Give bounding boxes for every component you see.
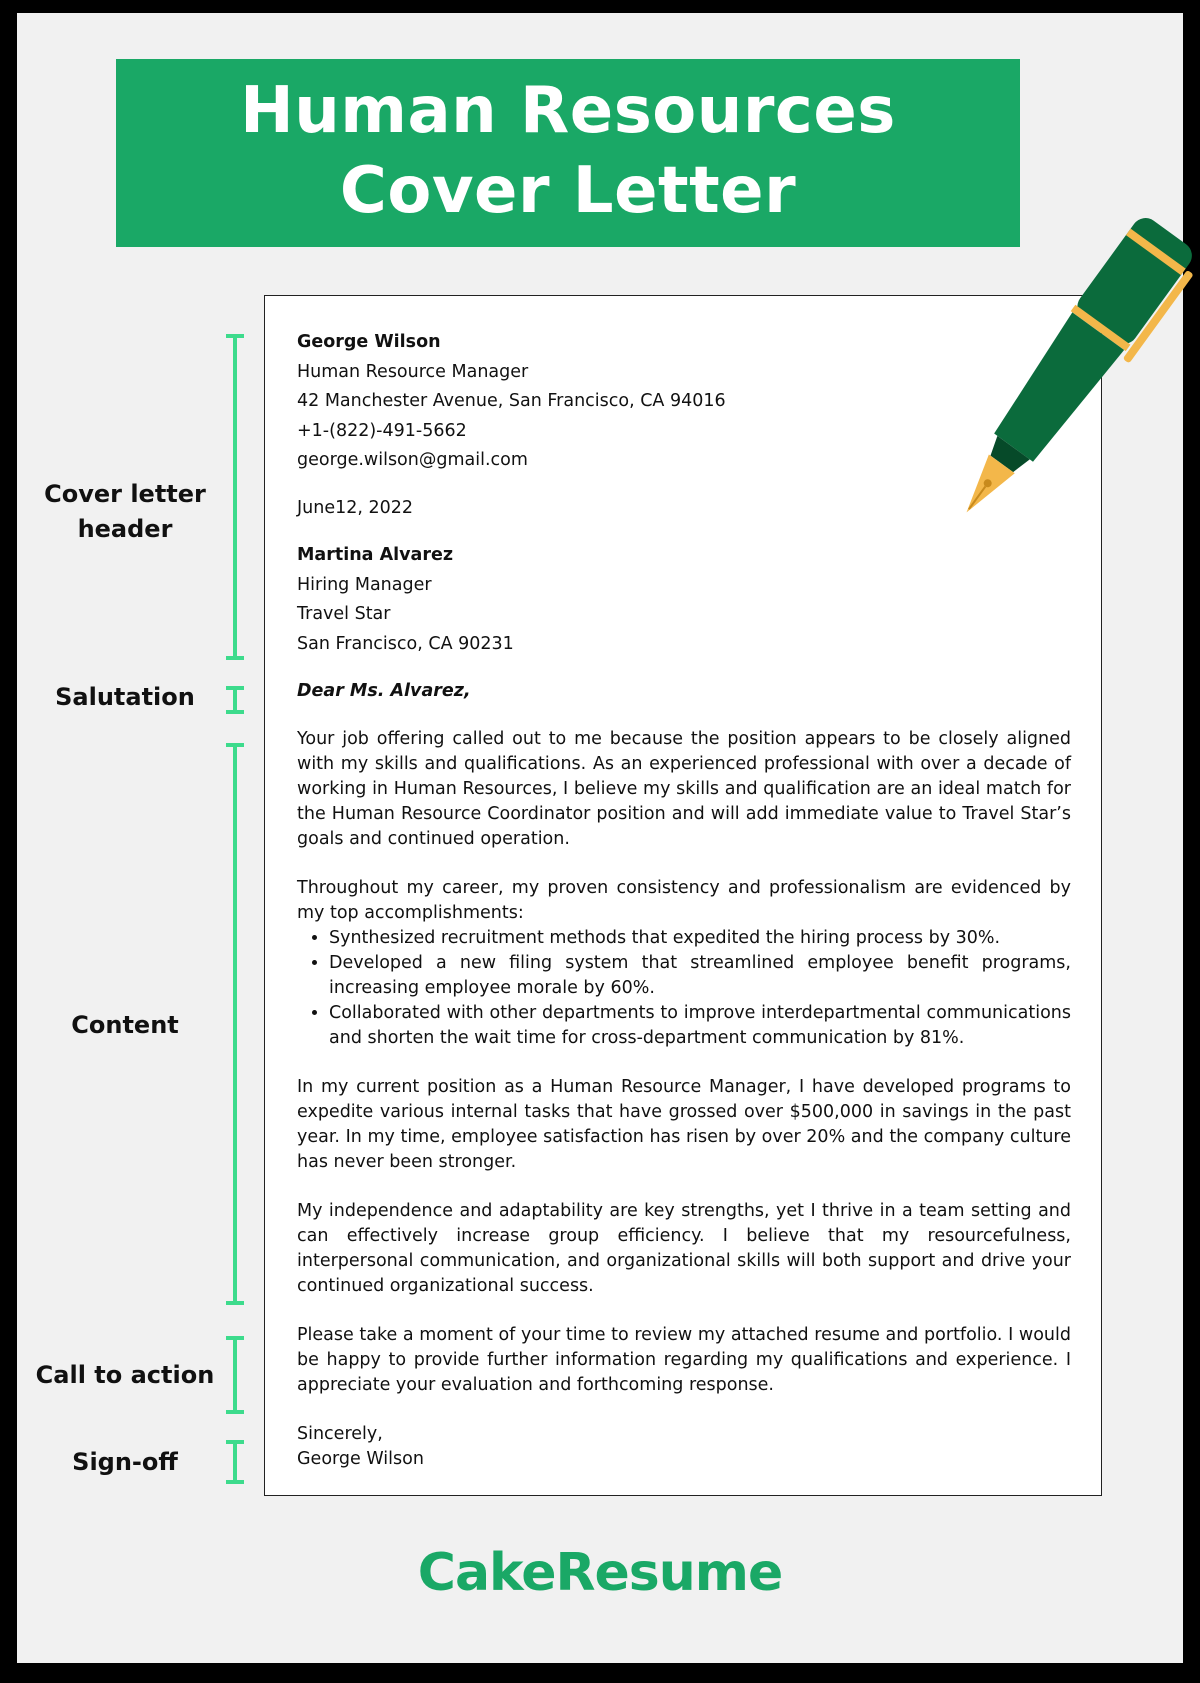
sender-email: george.wilson@gmail.com bbox=[297, 450, 528, 470]
title-line-1: Human Resources bbox=[240, 74, 896, 148]
closing-block bbox=[297, 1422, 1071, 1472]
bracket-sign-off bbox=[226, 1440, 244, 1484]
paragraph-4: My independence and adaptability are key strengths, yet I thrive in a team setting and can effectively increase group efficiency. I believe that my resourcefulness, interpersonal communication, and organizational skills will both support and drive your continued organizational success. bbox=[297, 1200, 1071, 1296]
sender-title: Human Resource Manager bbox=[297, 361, 529, 382]
recipient-company: Travel Star bbox=[297, 604, 391, 624]
sender-phone: +1-(822)-491-5662 bbox=[297, 420, 467, 441]
title-line-2: Cover Letter bbox=[339, 154, 797, 228]
fountain-pen-icon bbox=[930, 200, 1195, 550]
paragraph-3: In my current position as a Human Resource Manager, I have developed programs to expedite various internal tasks that have grossed over $500,000 in savings in the past year. In my time, employee satisfaction has risen by over 20% and the company culture has never been stronger. bbox=[297, 1076, 1071, 1172]
paragraph-1: Your job offering called out to me because the position appears to be closely aligned with my skills and qualifications. As an experienced professional with over a decade of working in Human Resources, I believe my skills and qualification are an ideal match for the Human Resource Coordinator position and will add immediate value to Travel Star’s goals and continued operation. bbox=[297, 728, 1071, 849]
brand-logo: CakeResume bbox=[417, 1543, 783, 1603]
salutation-text: Dear Ms. Alvarez, bbox=[297, 681, 471, 701]
paragraph-5: Please take a moment of your time to review my attached resume and portfolio. I would be happy to provide further information regarding my qualifications and experience. I appreciate your evaluation and forthcoming response. bbox=[297, 1324, 1071, 1395]
label-call-to-action: Call to action bbox=[35, 1361, 215, 1389]
sender-address: 42 Manchester Avenue, San Francisco, CA 94016 bbox=[297, 391, 726, 411]
recipient-name: Martina Alvarez bbox=[297, 545, 454, 565]
label-cover-letter-header: Cover letter header bbox=[44, 480, 206, 543]
letter-date: June12, 2022 bbox=[297, 497, 414, 518]
list-item: • Developed a new filing system that streamlined employee benefit programs, increasing employee morale by 60%. bbox=[329, 951, 1071, 1001]
recipient-block bbox=[297, 541, 1071, 659]
closing-signature: George Wilson bbox=[297, 1448, 424, 1469]
paragraph-2-intro: Throughout my career, my proven consistency and professionalism are evidenced by my top accomplishments: bbox=[297, 877, 1071, 923]
sender-name: George Wilson bbox=[297, 332, 441, 352]
accomplishments-list bbox=[297, 926, 1071, 1051]
recipient-city: San Francisco, CA 90231 bbox=[297, 633, 514, 654]
label-sign-off: Sign-off bbox=[72, 1448, 178, 1476]
bracket-content bbox=[226, 743, 244, 1305]
bracket-header bbox=[226, 334, 244, 660]
list-item: • Collaborated with other departments to improve interdepartmental communications and shorten the wait time for cross-department communication by 81%. bbox=[329, 1001, 1071, 1051]
list-item: • Synthesized recruitment methods that expedited the hiring process by 30%. bbox=[329, 926, 1071, 951]
closing-valediction: Sincerely, bbox=[297, 1423, 383, 1444]
bracket-salutation bbox=[226, 686, 244, 714]
title-banner bbox=[116, 59, 1020, 247]
label-content: Content bbox=[71, 1011, 179, 1039]
label-salutation: Salutation bbox=[55, 683, 195, 711]
bracket-call-to-action bbox=[226, 1336, 244, 1414]
recipient-title: Hiring Manager bbox=[297, 574, 432, 595]
